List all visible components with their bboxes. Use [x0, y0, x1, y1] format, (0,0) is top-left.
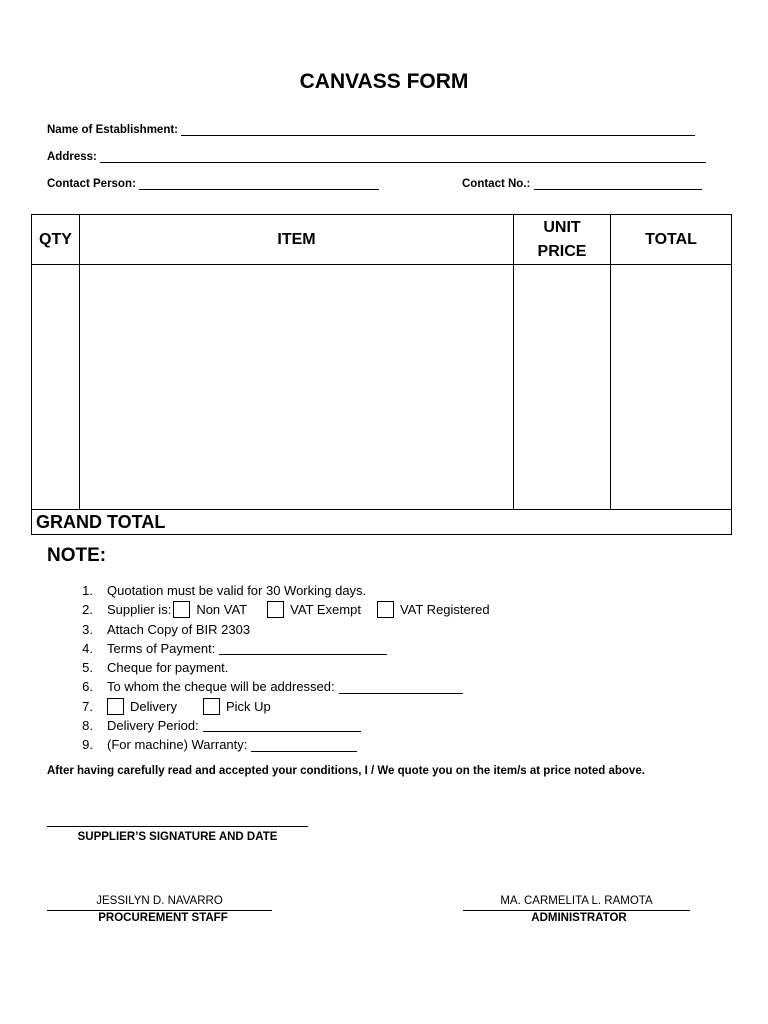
list-number: 1.: [82, 583, 93, 598]
list-item: [47, 716, 490, 735]
header-total: TOTAL: [645, 230, 697, 248]
address-line[interactable]: [100, 150, 706, 163]
note-text: Attach Copy of BIR 2303: [107, 621, 251, 637]
list-item: [47, 620, 490, 639]
list-number: 7.: [82, 698, 93, 714]
address-field[interactable]: [47, 150, 706, 163]
vat-registered-label: VAT Registered: [399, 602, 490, 618]
note-heading: NOTE:: [47, 545, 107, 566]
vat-exempt-checkbox[interactable]: [267, 601, 284, 618]
list-item: [47, 658, 490, 677]
vat-registered-checkbox[interactable]: [377, 601, 394, 618]
items-table: [31, 214, 732, 535]
admin-title: ADMINISTRATOR: [531, 912, 627, 924]
non-vat-checkbox[interactable]: [173, 601, 190, 618]
note-text: Cheque for payment.: [107, 660, 229, 676]
list-item: [47, 697, 490, 716]
contact-no-line[interactable]: [534, 177, 702, 190]
header-qty: QTY: [39, 230, 72, 248]
list-item: [47, 639, 490, 658]
list-number: 5.: [82, 660, 93, 676]
list-number: 6.: [82, 679, 93, 695]
list-number: 9.: [82, 737, 93, 753]
admin-signature-line[interactable]: [463, 910, 690, 911]
contact-person-label: Contact Person:: [47, 178, 136, 190]
header-item: ITEM: [277, 230, 316, 248]
item-entry-area[interactable]: [80, 266, 512, 508]
list-number: 8.: [82, 718, 93, 734]
note-text: To whom the cheque will be addressed:: [107, 679, 335, 695]
note-text: Terms of Payment:: [107, 640, 216, 656]
note-text: Quotation must be valid for 30 Working days.: [107, 583, 367, 598]
list-number: 2.: [82, 602, 93, 618]
supplier-signature-line[interactable]: [47, 826, 308, 827]
delivery-period-line[interactable]: [203, 719, 361, 732]
list-number: 3.: [82, 621, 93, 637]
delivery-label: Delivery: [130, 698, 177, 714]
establishment-label: Name of Establishment:: [47, 124, 178, 136]
pickup-label: Pick Up: [225, 698, 271, 714]
col-divider: [513, 215, 514, 509]
warranty-line[interactable]: [251, 739, 357, 752]
contact-no-field[interactable]: [462, 177, 702, 190]
cheque-addressee-line[interactable]: [339, 681, 463, 694]
terms-of-payment-line[interactable]: [219, 642, 387, 655]
address-label: Address:: [47, 151, 97, 163]
list-item: [47, 600, 490, 619]
staff-title: PROCUREMENT STAFF: [98, 912, 228, 924]
header-divider: [32, 264, 731, 265]
staff-name: JESSILYN D. NAVARRO: [96, 895, 223, 907]
form-title: CANVASS FORM: [299, 70, 469, 93]
pickup-checkbox[interactable]: [203, 698, 220, 715]
notes-list: [47, 581, 490, 755]
establishment-field[interactable]: [47, 123, 695, 136]
acceptance-statement: After having carefully read and accepted your conditions, I / We quote you on the item/s at price noted above.: [47, 765, 645, 777]
note-text: (For machine) Warranty:: [107, 737, 248, 753]
grand-total-divider: [32, 509, 731, 510]
list-item: [47, 677, 490, 696]
contact-no-label: Contact No.:: [462, 178, 531, 190]
note-text: Supplier is:: [107, 602, 172, 618]
header-unit-price: UNIT PRICE: [537, 218, 587, 260]
staff-signature-line[interactable]: [47, 910, 272, 911]
vat-exempt-label: VAT Exempt: [290, 602, 361, 618]
admin-name: MA. CARMELITA L. RAMOTA: [500, 895, 653, 907]
list-item: [47, 581, 490, 600]
list-item: [47, 735, 490, 754]
contact-person-line[interactable]: [139, 177, 379, 190]
note-text: Delivery Period:: [107, 718, 199, 734]
establishment-line[interactable]: [181, 123, 695, 136]
supplier-signature-label: SUPPLIER’S SIGNATURE AND DATE: [77, 831, 278, 843]
list-number: 4.: [82, 640, 93, 656]
delivery-checkbox[interactable]: [107, 698, 124, 715]
grand-total-label: GRAND TOTAL: [36, 512, 166, 532]
contact-person-field[interactable]: [47, 177, 379, 190]
non-vat-label: Non VAT: [196, 602, 248, 618]
